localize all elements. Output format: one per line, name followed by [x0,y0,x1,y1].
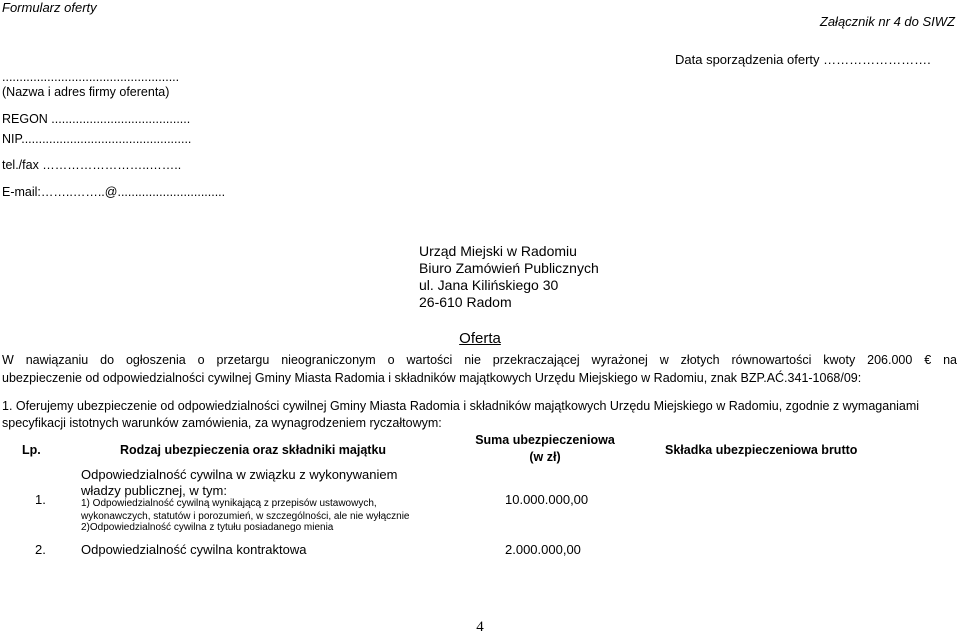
row1-desc-line-5: 2)Odpowiedzialność cywilna z tytułu posiadanego mienia [81,522,334,533]
intro-paragraph [2,351,957,387]
recipient-line-3: ul. Jana Kilińskiego 30 [419,277,559,293]
header-premium: Składka ubezpieczeniowa brutto [665,443,858,457]
regon-field: REGON ........................................ [2,112,191,126]
row1-desc-line-1: Odpowiedzialność cywilna w związku z wykonywaniem [81,467,398,482]
email-field: E-mail:……..……..@............................... [2,185,226,199]
page-title: Oferta [459,330,501,347]
row1-desc-line-2: władzy publicznej, w tym: [81,483,227,498]
date-line: Data sporządzenia oferty ……………………. [675,52,931,67]
recipient-line-4: 26-610 Radom [419,294,512,310]
recipient-line-2: Biuro Zamówień Publicznych [419,260,599,276]
tel-fax-field: tel./fax ……………………..…….. [2,158,182,172]
row1-sum: 10.000.000,00 [505,492,589,507]
intro-line-1: W nawiązaniu do ogłoszenia o przetargu nieograniczonym o wartości nie przekraczającej wyrażonej w złotych równowartości kwoty 206.000 € na [2,353,957,367]
offer-line-2: specyfikacji istotnych warunków zamówienia, za wynagrodzeniem ryczałtowym: [2,416,442,430]
header-sum-line-2: (w zł) [529,450,561,464]
row1-lp: 1. [35,492,46,507]
header-lp: Lp. [22,443,41,457]
attachment-label: Załącznik nr 4 do SIWZ [819,14,955,29]
page-number: 4 [476,619,484,635]
header-type: Rodzaj ubezpieczenia oraz składniki majątku [120,443,387,457]
row2-desc: Odpowiedzialność cywilna kontraktowa [81,542,307,557]
row2-lp: 2. [35,542,46,557]
nip-field: NIP................................................. [2,132,192,146]
offer-line-1: 1. Oferujemy ubezpieczenie od odpowiedzialności cywilnej Gminy Miasta Radomia i składników majątkowych Urzędu Miejskiego w Radomiu, zgodnie z wymaganiami [2,399,920,413]
intro-line-2: ubezpieczenie od odpowiedzialności cywilnej Gminy Miasta Radomia i składników majątkowych Urzędu Miejskiego w Radomiu, znak BZP.AĆ.341-1068/09: [2,371,862,385]
recipient-line-1: Urząd Miejski w Radomiu [419,243,577,259]
firm-name-label: (Nazwa i adres firmy oferenta) [2,85,170,99]
row1-desc-line-4: wykonawczych, statutów i porozumień, w szczególności, ale nie wyłącznie [81,511,410,522]
row2-sum: 2.000.000,00 [505,542,581,557]
row1-desc-line-3: 1) Odpowiedzialność cywilną wynikającą z przepisów ustawowych, [81,498,377,509]
firm-name-dots: ................................................... [2,70,180,84]
offer-paragraph [2,398,957,432]
form-label: Formularz oferty [2,0,97,15]
header-sum-line-1: Suma ubezpieczeniowa [475,433,615,447]
